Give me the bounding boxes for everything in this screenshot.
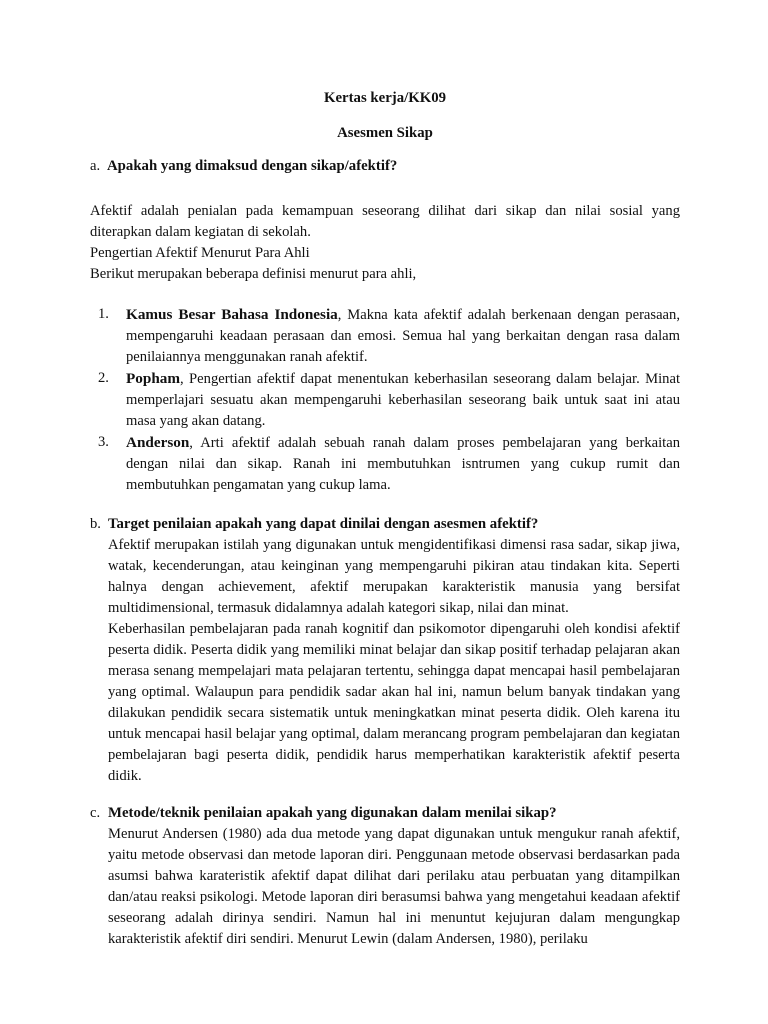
list-item-text: , Arti afektif adalah sebuah ranah dalam proses pembelajaran yang berkaitan dengan nilai dan sikap. Ranah ini membutuhkan isntrumen yang cukup rumit dan membutuhkan pengamatan yang cukup lama. xyxy=(126,435,680,493)
section-a-intro xyxy=(90,201,680,285)
list-item-body xyxy=(126,304,680,368)
definition-list xyxy=(90,304,680,496)
question-b-text: Target penilaian apakah yang dapat dinilai dengan asesmen afektif? xyxy=(108,516,539,532)
page-subtitle: Asesmen Sikap xyxy=(337,125,433,141)
section-b-paragraph-1: Afektif merupakan istilah yang digunakan untuk mengidentifikasi dimensi rasa sadar, sikap jiwa, watak, kecenderungan, atau keinginan yang mempengaruhi pikiran atau tindakan kita. Seperti halnya dengan achievement, afektif merupakan karakteristik manusia yang bersifat multidimensional, termasuk didalamnya adalah kategori sikap, nilai dan minat. xyxy=(108,537,680,616)
section-c-content xyxy=(90,824,680,950)
question-c-text: Metode/teknik penilaian apakah yang digunakan dalam menilai sikap? xyxy=(108,805,557,821)
list-item-text: , Pengertian afektif dapat menentukan keberhasilan seseorang dalam belajar. Minat memperlajari sesuatu akan mempengaruhi keberhasilan seseorang baik untuk saat ini atau masa yang akan datang. xyxy=(126,371,680,429)
section-a-experts-heading: Pengertian Afektif Menurut Para Ahli xyxy=(90,245,310,261)
question-a-marker: a. xyxy=(90,158,101,174)
list-item xyxy=(90,368,680,432)
section-b xyxy=(90,514,680,787)
list-item-body xyxy=(126,368,680,432)
page-title: Kertas kerja/KK09 xyxy=(323,90,447,106)
list-item-term: Anderson xyxy=(126,434,190,451)
list-item-term: Popham xyxy=(126,370,181,387)
section-b-paragraph-2: Keberhasilan pembelajaran pada ranah kognitif dan psikomotor dipengaruhi oleh kondisi afektif peserta didik. Peserta didik yang memiliki minat belajar dan sikap positif terhadap pelajaran akan merasa senang mempelajari mata pelajaran tertentu, sehingga dapat mencapai hasil pembelajaran yang optimal. Walaupun para pendidik sadar akan hal ini, namun belum banyak tindakan yang dilakukan pendidik secara sistematik untuk meningkatkan minat peserta didik. Oleh karena itu untuk mencapai hasil belajar yang optimal, dalam merancang program pembelajaran dan kegiatan pembelajaran bagi peserta didik, pendidik harus memperhatikan karakteristik afektif peserta didik. xyxy=(108,621,680,784)
section-c xyxy=(90,803,680,950)
section-a-experts-intro: Berikut merupakan beberapa definisi menurut para ahli, xyxy=(90,266,417,282)
list-item-number: 2. xyxy=(98,370,109,386)
question-c xyxy=(90,803,680,824)
section-c-paragraph-1: Menurut Andersen (1980) ada dua metode yang dapat digunakan untuk mengukur ranah afektif, yaitu metode observasi dan metode laporan diri. Penggunaan metode observasi berdasarkan pada asumsi bahwa karateristik afektif dapat dilihat dari perilaku atau perbuatan yang ditampilkan dan/atau reaksi psikologi. Metode laporan diri berasumsi bahwa yang mengetahui keadaan afektif seseorang adalah dirinya sendiri. Namun hal ini menuntut kejujuran dalam mengungkap karakteristik afektif diri sendiri. Menurut Lewin (dalam Andersen, 1980), perilaku xyxy=(108,826,680,947)
question-a xyxy=(90,156,680,177)
list-item xyxy=(90,304,680,368)
question-a-text: Apakah yang dimaksud dengan sikap/afektif? xyxy=(107,158,398,174)
section-a-definition: Afektif adalah penialan pada kemampuan seseorang dilihat dari sikap dan nilai sosial yang diterapkan dalam kegiatan di sekolah. xyxy=(90,203,680,240)
list-item xyxy=(90,432,680,496)
list-item-number: 1. xyxy=(98,306,109,322)
section-b-content xyxy=(90,535,680,787)
list-item-term: Kamus Besar Bahasa Indonesia xyxy=(126,306,338,323)
list-item-number: 3. xyxy=(98,434,109,450)
list-item-text: , Makna kata afektif adalah berkenaan dengan perasaan, mempengaruhi keadaan perasaan dan emosi. Semua hal yang berkaitan dengan rasa dalam penilaiannya menggunakan ranah afektif. xyxy=(126,307,680,365)
list-item-body xyxy=(126,432,680,496)
question-b-marker: b. xyxy=(90,516,101,532)
question-b xyxy=(90,514,680,535)
question-c-marker: c. xyxy=(90,805,101,821)
